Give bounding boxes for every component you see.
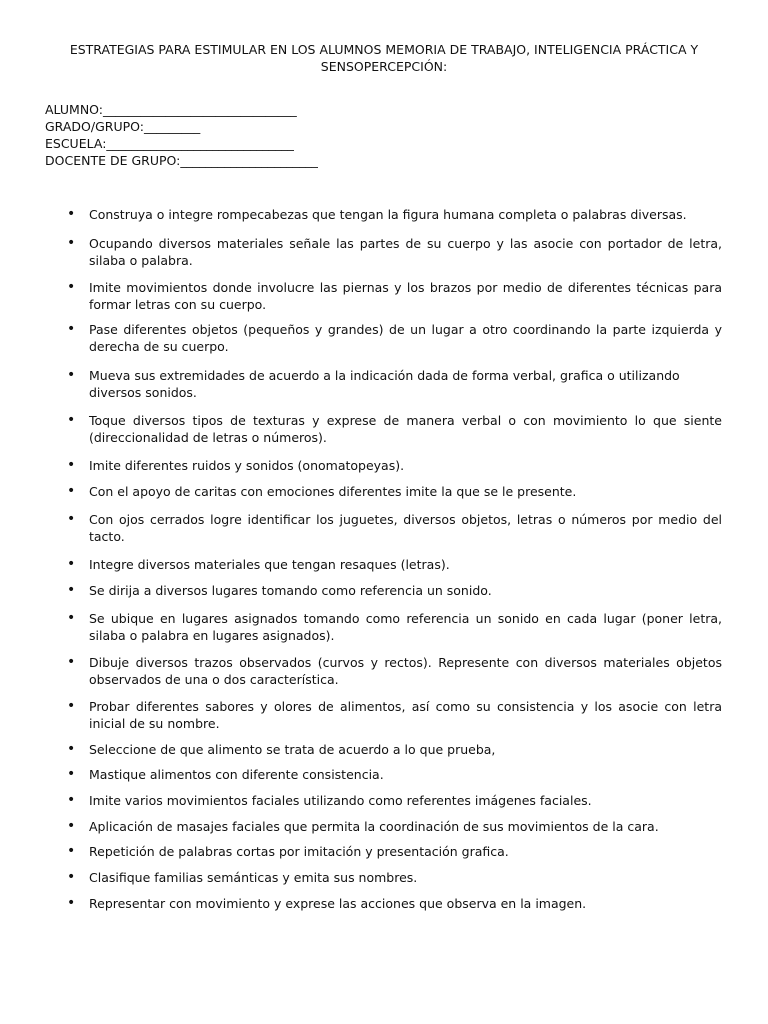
list-item-text: Integre diversos materiales que tengan resaques (letras). <box>89 557 450 572</box>
bullet-icon: • <box>67 321 76 337</box>
list-item-text: Mastique alimentos con diferente consistencia. <box>89 767 384 782</box>
bullet-icon: • <box>67 367 76 383</box>
list-item-text: Repetición de palabras cortas por imitación y presentación grafica. <box>89 844 509 859</box>
bullet-icon: • <box>67 457 76 473</box>
bullet-icon: • <box>67 654 76 670</box>
alumno-field: ALUMNO:_______________________________ <box>45 102 297 117</box>
bullet-icon: • <box>67 741 76 757</box>
bullet-icon: • <box>67 610 76 626</box>
list-item-text: Aplicación de masajes faciales que permita la coordinación de sus movimientos de la cara. <box>89 819 659 834</box>
document-title: ESTRATEGIAS PARA ESTIMULAR EN LOS ALUMNOS MEMORIA DE TRABAJO, INTELIGENCIA PRÁCTICA Y SENSOPERCEPCIÓN: <box>69 42 699 74</box>
bullet-icon: • <box>67 895 76 911</box>
list-item-text: Construya o integre rompecabezas que tengan la figura humana completa o palabras diversas. <box>89 207 687 222</box>
list-item-text: Con ojos cerrados logre identificar los juguetes, diversos objetos, letras o números por medio del tacto. <box>89 512 722 544</box>
list-item-text: Imite movimientos donde involucre las piernas y los brazos por medio de diferentes técnicas para formar letras con su cuerpo. <box>89 280 722 312</box>
docente-field: DOCENTE DE GRUPO:______________________ <box>45 153 318 168</box>
list-item-text: Pase diferentes objetos (pequeños y grandes) de un lugar a otro coordinando la parte izquierda y derecha de su cuerpo. <box>89 322 722 354</box>
list-item-text: Se ubique en lugares asignados tomando como referencia un sonido en cada lugar (poner letra, silaba o palabra en lugares asignados). <box>89 611 722 643</box>
bullet-icon: • <box>67 869 76 885</box>
bullet-icon: • <box>67 511 76 527</box>
bullet-icon: • <box>67 483 76 499</box>
bullet-icon: • <box>67 556 76 572</box>
grado-grupo-field: GRADO/GRUPO:_________ <box>45 119 201 134</box>
bullet-icon: • <box>67 412 76 428</box>
bullet-icon: • <box>67 766 76 782</box>
bullet-icon: • <box>67 843 76 859</box>
list-item-text: Imite varios movimientos faciales utilizando como referentes imágenes faciales. <box>89 793 592 808</box>
student-info-fields <box>45 101 318 169</box>
bullet-icon: • <box>67 792 76 808</box>
list-item-text: Con el apoyo de caritas con emociones diferentes imite la que se le presente. <box>89 484 577 499</box>
bullet-icon: • <box>67 279 76 295</box>
escuela-field: ESCUELA:______________________________ <box>45 136 294 151</box>
list-item-text: Toque diversos tipos de texturas y exprese de manera verbal o con movimiento lo que siente (direccionalidad de letras o números). <box>89 413 722 445</box>
bullet-icon: • <box>67 698 76 714</box>
bullet-icon: • <box>67 582 76 598</box>
bullet-icon: • <box>67 235 76 251</box>
list-item-text: Mueva sus extremidades de acuerdo a la indicación dada de forma verbal, grafica o utilizando diversos sonidos. <box>89 368 680 400</box>
list-item-text: Ocupando diversos materiales señale las partes de su cuerpo y las asocie con portador de letra, silaba o palabra. <box>89 236 722 268</box>
list-item-text: Representar con movimiento y exprese las acciones que observa en la imagen. <box>89 896 587 911</box>
list-item-text: Imite diferentes ruidos y sonidos (onomatopeyas). <box>89 458 405 473</box>
bullet-icon: • <box>67 206 76 222</box>
bullet-icon: • <box>67 818 76 834</box>
list-item-text: Clasifique familias semánticas y emita sus nombres. <box>89 870 418 885</box>
list-item-text: Se dirija a diversos lugares tomando como referencia un sonido. <box>89 583 492 598</box>
list-item-text: Dibuje diversos trazos observados (curvos y rectos). Represente con diversos materiales objetos observados de una o dos característica. <box>89 655 722 687</box>
list-item-text: Probar diferentes sabores y olores de alimentos, así como su consistencia y los asocie con letra inicial de su nombre. <box>89 699 722 731</box>
list-item-text: Seleccione de que alimento se trata de acuerdo a lo que prueba, <box>89 742 496 757</box>
